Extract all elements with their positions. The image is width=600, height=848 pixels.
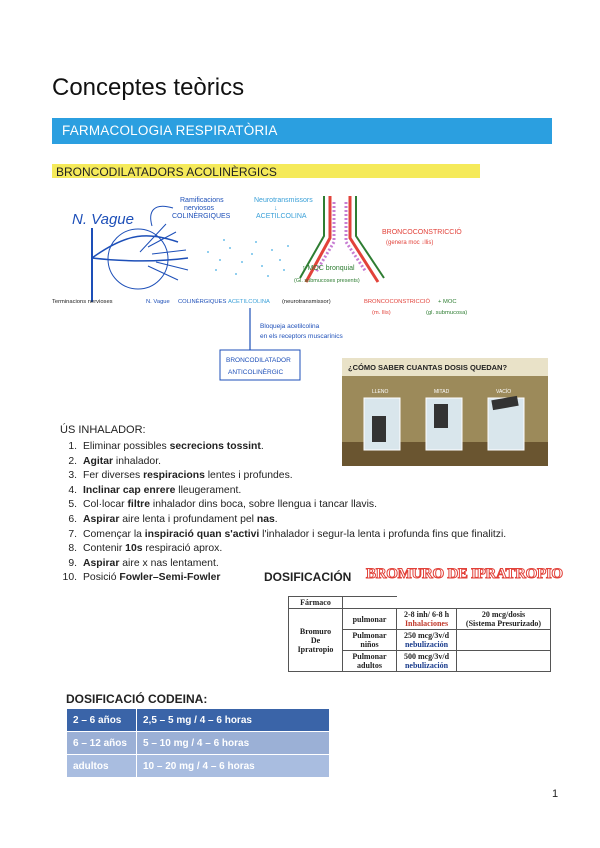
- svg-text:Neurotransmissors: Neurotransmissors: [254, 197, 313, 204]
- list-item: 2. Agitar inhalador.: [68, 455, 161, 467]
- svg-text:ANTICOLINÈRGIC: ANTICOLINÈRGIC: [228, 369, 284, 376]
- vague-label: N. Vague: [72, 211, 134, 228]
- svg-text:nerviosos: nerviosos: [184, 205, 214, 212]
- farmaco-header: Fármaco: [289, 597, 343, 609]
- codeina-title: DOSIFICACIÓ CODEINA:: [66, 692, 208, 706]
- broncodilatadors-diagram: [48, 162, 484, 384]
- bromuro-title: BROMURO DE IPRATROPIO: [366, 566, 563, 582]
- svg-text:(gl. submucosa): (gl. submucosa): [426, 310, 468, 316]
- list-item: 3. Fer diverses respiracions lentes i profundes.: [68, 470, 293, 482]
- list-item: 7. Començar la inspiració quan s'activi l'inhalador i segur-la lenta i profunda fins que finalitzi.: [68, 528, 507, 540]
- svg-text:MITAD: MITAD: [434, 389, 450, 395]
- svg-text:(genera moc ↓llis): (genera moc ↓llis): [386, 240, 434, 246]
- photo-heading: ¿CÓMO SABER CUANTAS DOSIS QUEDAN?: [348, 363, 508, 372]
- svg-text:LLENO: LLENO: [372, 389, 389, 395]
- svg-text:BRONCOCONSTRICCIÓ: BRONCOCONSTRICCIÓ: [382, 229, 462, 236]
- svg-text:+ MOC: + MOC: [438, 299, 457, 305]
- svg-text:(neurotransmissor): (neurotransmissor): [282, 299, 331, 305]
- list-item: 8. Contenir 10s respiració aprox.: [68, 543, 223, 555]
- svg-text:VACÍO: VACÍO: [496, 389, 512, 395]
- svg-text:ACETILCOLINA: ACETILCOLINA: [256, 213, 307, 220]
- diagram-heading: BRONCODILATADORS ACOLINÈRGICS: [56, 165, 277, 179]
- inhalador-title: ÚS INHALADOR:: [60, 424, 146, 436]
- svg-text:Bloqueja acetilcolina: Bloqueja acetilcolina: [260, 323, 320, 330]
- list-item: 6. Aspirar aire lenta i profundament pel nas.: [68, 513, 278, 525]
- dosificacion-table: Fármaco Bromuro De Ipratropio pulmonar 2-8 inh/ 6-8 h Inhalaciones 20 mcg/dosis (Sistema Presurizado) Pulmonar niños 250 mcg/3v/d nebulización Pulmonar adultos 500 mcg/3v/d nebulización: [288, 596, 551, 672]
- dosificacion-label: DOSIFICACIÓN: [264, 570, 352, 584]
- svg-text:N. Vague: N. Vague: [146, 299, 170, 305]
- page-title: Conceptes teòrics: [52, 74, 245, 101]
- codeina-table: [66, 708, 330, 778]
- acetilcolina-dots: [207, 239, 289, 277]
- svg-text:ACETILCOLINA: ACETILCOLINA: [228, 299, 270, 305]
- svg-text:(m. llis): (m. llis): [372, 310, 391, 316]
- list-item: 4. Inclinar cap enrere lleugerament.: [68, 484, 242, 496]
- nerve-branches: [140, 224, 188, 280]
- list-item: 5. Col·locar filtre inhalador dins boca, sobre llengua i tancar llavis.: [68, 499, 377, 511]
- svg-text:↑ MOC bronquial: ↑ MOC bronquial: [302, 265, 355, 272]
- list-item: 10. Posició Fowler–Semi-Fowler: [62, 572, 221, 584]
- table-row: 6 – 12 años 5 – 10 mg / 4 – 6 horas: [67, 732, 330, 755]
- svg-text:COLINÈRGIQUES: COLINÈRGIQUES: [178, 299, 227, 305]
- svg-text:COLINÈRGIQUES: COLINÈRGIQUES: [172, 213, 231, 220]
- inhalador-steps: [60, 440, 560, 586]
- table-row: 2 – 6 años 2,5 – 5 mg / 4 – 6 horas: [67, 709, 330, 732]
- mechanism-chain: [52, 298, 467, 316]
- svg-text:BRONCOCONSTRICCIÓ: BRONCOCONSTRICCIÓ: [364, 299, 431, 305]
- svg-text:↓: ↓: [274, 205, 278, 212]
- drug-name-cell: Bromuro De Ipratropio: [289, 609, 343, 672]
- svg-text:Terminacions nervioses: Terminacions nervioses: [52, 299, 113, 305]
- list-item: 1. Eliminar possibles secrecions tossint.: [68, 441, 264, 452]
- svg-text:Ramificacions: Ramificacions: [180, 197, 224, 204]
- svg-text:(Gl. submucoses presents): (Gl. submucoses presents): [294, 278, 360, 284]
- list-item: 9. Aspirar aire x nas lentament.: [68, 557, 219, 569]
- page-number: 1: [552, 788, 559, 800]
- section-header: FARMACOLOGIA RESPIRATÒRIA: [52, 118, 552, 144]
- svg-text:BRONCODILATADOR: BRONCODILATADOR: [226, 357, 291, 364]
- svg-text:en els receptors muscarínics: en els receptors muscarínics: [260, 333, 343, 340]
- table-row: adultos 10 – 20 mg / 4 – 6 horas: [67, 755, 330, 778]
